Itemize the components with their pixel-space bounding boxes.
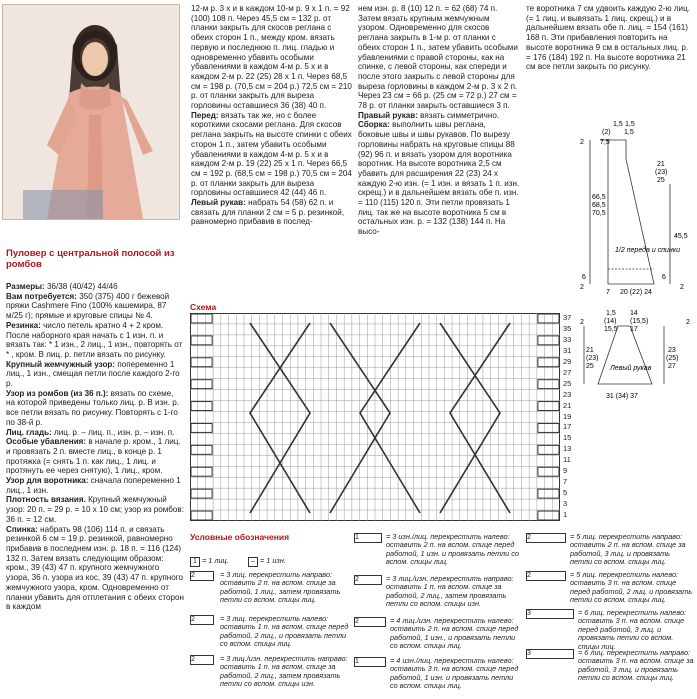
lbl-side: 45,5 bbox=[674, 233, 688, 240]
paragraph-gauge: Плотность вязания. Крупный жемчужный узор: 20 п. = 29 р. = 10 x 10 см; узор из ромбов: 36 п. = 12 см. bbox=[6, 495, 184, 524]
paragraph-left-sleeve: Левый рукав: набрать 54 (58) 62 п. и связать для планки 2 см = 5 р. резинкой, равномерно прибавив в послед- bbox=[191, 198, 345, 227]
legend-text: = 3 лиц. перекрестить направо: оставить 2 п. на вспом. спице за работой, 1 лиц., затем провязать петли со вспом. спицы лиц. bbox=[220, 570, 341, 605]
row-label: 5 bbox=[563, 488, 568, 498]
row-label: 3 bbox=[563, 499, 568, 509]
legend-symbol: 2 bbox=[354, 617, 386, 627]
paragraph-diamond: Узор из ромбов (из 36 п.): вязать по схеме, на которой приведены только лиц. р. В изн. р. все петли вязать по рисунку. Повторять с 1-го по 38-й р. bbox=[6, 388, 179, 427]
row-label: 23 bbox=[563, 389, 572, 399]
paragraph-front: Перед: вязать так же, но с более короткими скосами реглана. Для скосов реглана закрыть на высоте спинки с обеих сторон 1 п., затем убавить особыми убавлениями в каждом 4-м р. 5 x и в каждом 2-м р. 19 (22) 25 x 1 п. Через 66,5 см = 192 р. (68,5 см = 198 р.) 70,5 см = 204 р. от планки закрыть для выреза горловины оставшиеся 42 (44) 46 п. bbox=[191, 110, 352, 198]
lbl-w2: (23) bbox=[655, 169, 668, 176]
legend-text: = 3 лиц. перекрестить налево: оставить 1 п. на вспом. спице перед работой, 2 лиц., и провязать петли со вспом. спицы лиц. bbox=[220, 614, 349, 649]
paragraph-back-cont: 12-м р. 3 x и в каждом 10-м р. 9 x 1 п. = 92 (100) 108 п. Через 45,5 см = 132 р. от планки закрыть для скосов реглана с обеих сторон 1 п., между кром. вязать первую и последнюю п. лиц. гладью и одновременно убавить особыми убавлениями в каждом 4-м р. 5 x и в каждом 2-м р. 22 (25) 28 x 1 п. Через 68,5 см = 198 р. (70,5 см = 204 р.) 72,5 см = 210 р. от планки закрыть для выреза горловины оставшиеся 36 (38) 40 п. bbox=[191, 4, 352, 111]
lbl-h3: 70,5 bbox=[592, 210, 606, 217]
legend-text: = 6 лиц. перекрестить налево: оставить 3 п. на вспом. спице перед работой, 3 лиц. и провязать петли со вспом. спицы лиц. bbox=[578, 608, 687, 651]
stitch-chart bbox=[190, 313, 560, 521]
row-label: 35 bbox=[563, 323, 572, 333]
legend-symbol: 2 bbox=[190, 615, 214, 625]
slv-t4: 14 bbox=[630, 310, 638, 317]
legend-text: = 4 изн./лиц. перекрестить налево: оставить 3 п. на вспом. спице перед работой, 1 изн. и провязать петли со вспом. спицы лиц. bbox=[390, 656, 519, 691]
row-label: 9 bbox=[563, 466, 568, 476]
slv-s2: 2 bbox=[686, 319, 690, 326]
lbl-t1: 1,5 bbox=[613, 121, 623, 128]
text-column-4 bbox=[526, 4, 692, 72]
lbl-b1: 6 bbox=[662, 274, 666, 281]
legend-text: = 3 лиц./изн. перекрестить направо: оставить 1 п. на вспом. спице за работой, 2 лиц., затем провязать петли со вспом. спицы изн. bbox=[386, 574, 514, 609]
paragraph-materials: Вам потребуется: 350 (375) 400 г бежевой пряжи Cashmere Fino (100% кашемира, 87 м/25 г); прямые и круговые спицы № 4. bbox=[6, 291, 170, 321]
lbl-half: 1/2 переда и спинки bbox=[615, 247, 680, 254]
lbl-w3: 25 bbox=[657, 177, 665, 184]
slv-h2: (23) bbox=[586, 355, 599, 362]
legend-symbol: 3 bbox=[526, 649, 574, 659]
row-label: 13 bbox=[563, 444, 572, 454]
legend-title: Условные обозначения bbox=[190, 532, 290, 542]
legend-symbol: – bbox=[248, 557, 258, 567]
lbl-bot: 20 (22) 24 bbox=[620, 289, 652, 296]
paragraph-rib: Резинка: число петель кратно 4 + 2 кром. После наборного края начать с 1 изн. п. и вязать так: * 1 изн., 2 лиц., 1 изн., повторять от * , кром. В лиц. р. петли вязать по рисунку. bbox=[6, 320, 183, 359]
paragraph-pearl: Крупный жемчужный узор: попеременно 1 лиц., 1 изн., смещая петли после каждого 2-го р. bbox=[6, 359, 180, 389]
lbl-sh3: 6 bbox=[582, 274, 586, 281]
lbl-b2: 7 bbox=[606, 289, 610, 296]
model-photo-illustration bbox=[3, 5, 179, 219]
slv-t5: (15,5) bbox=[630, 318, 649, 325]
row-label: 25 bbox=[563, 378, 572, 388]
legend-text: = 6 лиц. перекрестить направо: оставить 3 п. на вспом. спице за работой, 3 лиц. и провязать петли со вспом. спицы лиц. bbox=[578, 648, 694, 683]
slv-t2: (14) bbox=[604, 318, 617, 325]
text-column-1 bbox=[6, 282, 184, 612]
page-title: Пуловер с центральной полосой из ромбов bbox=[6, 248, 175, 270]
model-photo bbox=[2, 4, 180, 220]
row-label: 7 bbox=[563, 477, 568, 487]
row-label: 19 bbox=[563, 411, 572, 421]
slv-t3: 15,5 bbox=[604, 326, 618, 333]
legend-symbol: 2 bbox=[354, 575, 382, 585]
lbl-w1: 21 bbox=[657, 161, 665, 168]
legend-text: = 5 лиц. перекрестить налево: оставить 3 п. на вспом. спице перед работой, 2 лиц. и провязать петли со вспом. спицы лиц. bbox=[570, 570, 693, 605]
row-label: 33 bbox=[563, 334, 572, 344]
row-label: 31 bbox=[563, 345, 572, 355]
lbl-h2: 68,5 bbox=[592, 202, 606, 209]
lbl-t2: 1,5 bbox=[625, 121, 635, 128]
row-label: 21 bbox=[563, 400, 572, 410]
paragraph-decreases: Особые убавления: в начале р. кром., 1 лиц. и провязать 2 п. вместе лиц., в конце р. 1 протяжка (= снять 1 п. как лиц., 1 лиц. и протянуть ее через снятую), 1 лиц., кром. bbox=[6, 437, 181, 476]
legend-symbol: 2 bbox=[190, 655, 214, 665]
legend-text: = 1 лиц. bbox=[202, 556, 229, 565]
legend-symbol: 3 bbox=[526, 609, 574, 619]
paragraph-collar-cont: те воротника 7 см удвоить каждую 2-ю лиц. (= 1 лиц. и вывязать 1 лиц. скрещ.) и в дальнейшем вязать обе п. лиц. = 154 (161) 168 п. Эти прибавления повторить на высоте воротника 9 см в остальных лиц. р. = 176 (184) 192 п. На высоте воротника 21 см все петли закрыть по рисунку. bbox=[526, 4, 690, 72]
legend-symbol: 2 bbox=[190, 571, 214, 581]
lbl-t4: (2) bbox=[602, 129, 611, 136]
paragraph-stockinette: Лиц. гладь: лиц. р. – лиц. п., изн. р. – изн. п. bbox=[6, 427, 175, 437]
legend-text: = 4 лиц./изн. перекрестить налево: оставить 2 п. на вспом. спице перед работой, 1 изн., и провязать петли со вспом. спицы лиц. bbox=[390, 616, 519, 651]
row-label: 29 bbox=[563, 356, 572, 366]
paragraph-collar: Узор для воротника: сначала попеременно 1 лиц., 1 изн. bbox=[6, 476, 181, 495]
slv-s1: 2 bbox=[580, 319, 584, 326]
text-column-3 bbox=[358, 4, 520, 237]
slv-bot: 31 (34) 37 bbox=[606, 393, 638, 400]
slv-h3: 25 bbox=[586, 363, 594, 370]
paragraph-back: Спинка: набрать 98 (106) 114 п. и связать резинкой 6 см = 19 р. резинкой, равномерно прибавив в последнем изн. р. 18 п. = 116 (124) 132 п. Затем вязать следующим образом: кром., 39 (43) 47 п. крупного жемчужного узора, 36 п. узора из кос, 39 (43) 47 п. крупного жемчужного узора, кром. Одновременно от планки убавить для отплетания с обеих сторон в каждом bbox=[6, 524, 184, 612]
slv-t1: 1,5 bbox=[606, 310, 616, 317]
slv-h1: 21 bbox=[586, 347, 594, 354]
scheme-title: Схема bbox=[190, 302, 217, 312]
slv-t6: 17 bbox=[630, 326, 638, 333]
slv-name: Левый рукав bbox=[610, 365, 652, 372]
row-label: 11 bbox=[563, 455, 571, 465]
paragraph-right-sleeve: Правый рукав: вязать симметрично. bbox=[358, 110, 500, 120]
slv-h5: (25) bbox=[666, 355, 679, 362]
row-labels bbox=[563, 313, 583, 521]
legend-text: = 5 лиц. перекрестить направо: оставить 2 п. на вспом. спице за работой, 3 лиц. и провязать петли со вспом. спицы лиц. bbox=[570, 532, 686, 567]
legend-symbol: 1 bbox=[354, 657, 386, 667]
legend-text: = 1 изн. bbox=[260, 556, 286, 565]
paragraph-assembly: Сборка: выполнить швы реглана, боковые швы и швы рукавов. По вырезу горловины набрать на круговые спицы 88 (92) 96 п. и вязать узором для воротника воротник. На высоте воротника 2,5 см убавить для расширения 22 (23) 24 x каждую 2-ю изн. (= 1 изн. и вязать 1 п. изн. скрещ.) и в дальнейшем вязать обе п. изн. = 110 (115) 120 п. Эти петли провязать 1 лиц. так же на высоте воротника 5 см в остальных изн. р. = 132 (138) 144 п. На высо- bbox=[358, 120, 520, 237]
slv-h6: 27 bbox=[668, 363, 676, 370]
row-label: 37 bbox=[563, 313, 572, 322]
legend-text: = 3 лиц./изн. перекрестить направо: оставить 1 п. на вспом. спице за работой, 2 лиц., затем провязать петли со вспом. спицы изн. bbox=[220, 654, 348, 689]
text-column-2 bbox=[191, 4, 354, 227]
paragraph-sizes: Размеры: 36/38 (40/42) 44/46 bbox=[6, 282, 118, 291]
legend-symbol: 2 bbox=[526, 533, 566, 543]
lbl-t3: 1,5 bbox=[624, 129, 634, 136]
sleeve-pattern-diagram bbox=[580, 308, 695, 404]
legend-symbol: 1 bbox=[190, 557, 200, 567]
legend-symbol: 1 bbox=[354, 533, 382, 543]
lbl-t5: 2 bbox=[580, 139, 584, 146]
lbl-sh1: 2 bbox=[580, 284, 584, 291]
legend-symbol: 2 bbox=[526, 571, 566, 581]
legend-text: = 3 изн./лиц. перекрестить налево: оставить 2 п. на вспом. спице перед работой, 1 изн. и провязать петли со вспом. спицы лиц. bbox=[386, 532, 519, 567]
row-label: 27 bbox=[563, 367, 572, 377]
row-label: 1 bbox=[563, 510, 568, 520]
lbl-h1: 66,5 bbox=[592, 194, 606, 201]
lbl-neck: 7,5 bbox=[600, 139, 610, 146]
slv-h4: 23 bbox=[668, 347, 676, 354]
body-pattern-diagram bbox=[580, 114, 695, 304]
lbl-sh2: 2 bbox=[680, 284, 684, 291]
row-label: 15 bbox=[563, 433, 572, 443]
paragraph-sleeve-cont: нем изн. р. 8 (10) 12 п. = 62 (68) 74 п. Затем вязать крупным жемчужным узором. Одновременно для скосов реглана закрыть в 1-м р. от планки с обеих сторон 1 п., затем убавить особыми убавлениями с правой стороны, как на спинке, с левой стороны, как спереди и после этого закрыть с левой стороны для выреза горловины в каждом 2-м р. 3 x 2 п. Через 23 см = 66 р. (25 см = 72 р.) 27 см = 78 р. от планки закрыть оставшиеся 3 п. bbox=[358, 4, 518, 111]
row-label: 17 bbox=[563, 422, 572, 432]
